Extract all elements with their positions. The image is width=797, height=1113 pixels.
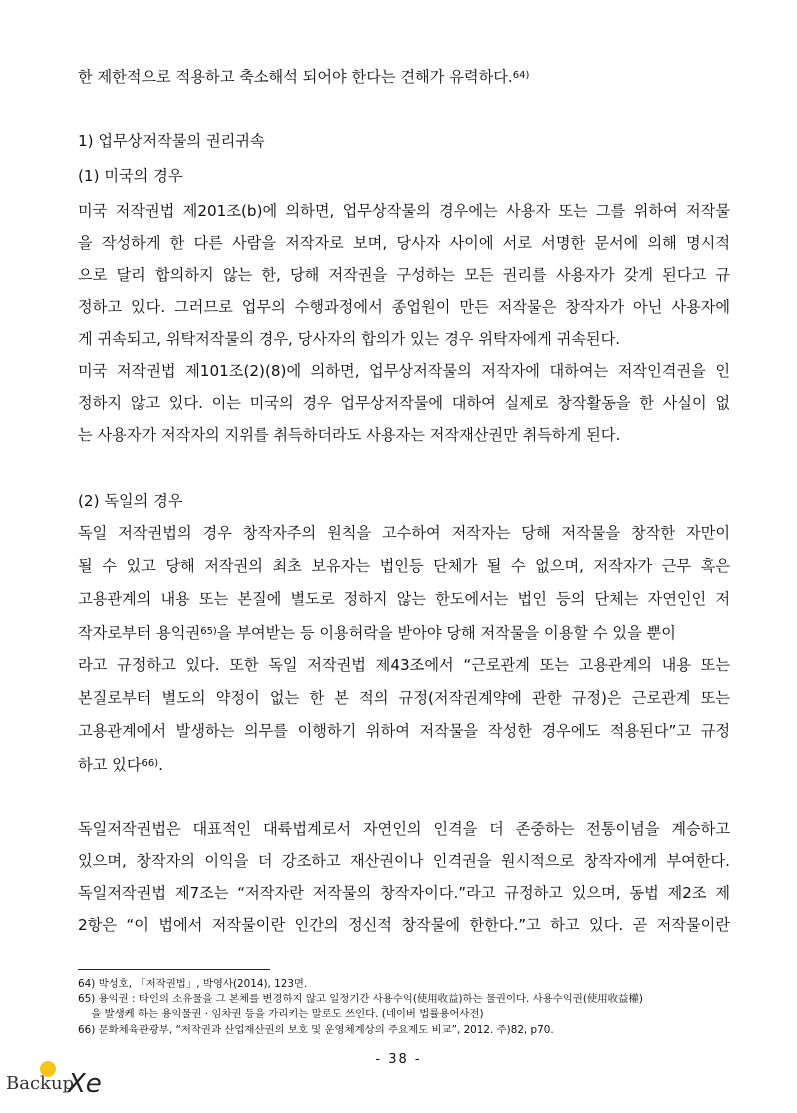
subsection-heading: (2) 독일의 경우 (78, 492, 183, 510)
paragraph-line: 고용관계에서 발생하는 의무를 이행하기 위하여 저작물을 작성한 경우에도 적용된다”고 규정 (78, 722, 730, 740)
paragraph-line: 한 제한적으로 적용하고 축소해석 되어야 한다는 견해가 유력하다.$^{64)}$ (78, 68, 530, 86)
footnote-ref[interactable]: 64) (512, 70, 530, 81)
paragraph-line: 고용관계의 내용 또는 본질에 별도로 정하지 않는 한도에서는 법인 등의 단체는 자연인인 저 (78, 590, 730, 608)
footnote-66: 66) 문화체육관광부, “저작권과 산업재산권의 보호 및 운영체계상의 주요제도 비교”, 2012. 주)82, p70. (78, 1024, 554, 1036)
footnote-ref[interactable]: 66) (141, 758, 159, 769)
paragraph-line: 으로 달리 합의하지 않는 한, 당해 저작권을 구성하는 모든 권리를 사용자가 갖게 된다고 규 (78, 266, 730, 284)
paragraph-line: 작자로부터 용익권$^{65)}$을 부여받는 등 이용허락을 받아야 당해 저작물을 이용할 수 있을 뿐이 (78, 624, 676, 642)
paragraph-line: 는 사용자가 저작자의 지위를 취득하더라도 사용자는 저작재산권만 취득하게 된다. (78, 426, 621, 444)
paragraph-line: 있으며, 창작자의 이익을 더 강조하고 재산권이나 인격권을 원시적으로 창작자에게 부여한다. (78, 852, 730, 870)
paragraph-line: 본질로부터 별도의 약정이 없는 한 본 적의 규정(저작권계약에 관한 규정)은 근로관계 또는 (78, 689, 730, 707)
paragraph-line: 미국 저작권법 제101조(2)(8)에 의하면, 업무상저작물의 저작자에 대하여는 저작인격권을 인 (78, 362, 730, 380)
paragraph-line: 독일저작권법은 대표적인 대륙법계로서 자연인의 인격을 더 존중하는 전통이념을 계승하고 (78, 820, 730, 838)
footnote-divider (78, 969, 270, 970)
paragraph-line: 될 수 있고 당해 저작권의 최초 보유자는 법인등 단체가 될 수 없으며, 저작자가 근무 혹은 (78, 557, 730, 575)
paragraph-line: 정하지 않고 있다. 이는 미국의 경우 업무상저작물에 대하여 실제로 창작활동을 한 사실이 없 (78, 394, 730, 412)
paragraph-line: 정하고 있다. 그러므로 업무의 수행과정에서 종업원이 만든 저작물은 창작자가 아닌 사용자에 (78, 298, 730, 316)
page-number: - 38 - (375, 1052, 422, 1067)
paragraph-line: 2항은 “이 법에서 저작물이란 인간의 정신적 창작물에 한한다.”고 하고 있다. 곧 저작물이란 (78, 916, 730, 934)
logo-text-xe: Xe (68, 1069, 102, 1099)
subsection-heading: (1) 미국의 경우 (78, 167, 183, 185)
footnote-ref[interactable]: 65) (200, 626, 217, 637)
section-heading: 1) 업무상저작물의 권리귀속 (78, 132, 265, 150)
backupxe-watermark-logo (2, 1061, 122, 1109)
footnote-64: 64) 박성호, 「저작권법」, 박영사(2014), 123면. (78, 978, 308, 990)
paragraph-line: 독일 저작권법의 경우 창작자주의 원칙을 고수하여 저작자는 당해 저작물을 창작한 자만이 (78, 524, 730, 542)
logo-text-backup: Backup (6, 1073, 75, 1094)
paragraph-line: 독일저작권법 제7조는 “저작자란 저작물의 창작자이다.”라고 규정하고 있으며, 동법 제2조 제 (78, 884, 730, 902)
paragraph-line: 게 귀속되고, 위탁저작물의 경우, 당사자의 합의가 있는 경우 위탁자에게 귀속된다. (78, 330, 621, 348)
footnote-65-continued: 을 발생케 하는 용익물권 · 임차권 등을 가리키는 말로도 쓰인다. (네이버 법률용어사전) (78, 1008, 484, 1020)
paragraph-line: 을 작성하게 한 다른 사람을 저작자로 보며, 당사자 사이에 서로 서명한 문서에 의해 명시적 (78, 234, 730, 252)
paragraph-line: 라고 규정하고 있다. 또한 독일 저작권법 제43조에서 “근로관계 또는 고용관계의 내용 또는 (78, 656, 730, 674)
footnote-65: 65) 용익권 : 타인의 소유물을 그 본체를 변경하지 않고 일정기간 사용수익(使用收益)하는 물권이다. 사용수익권(使用收益權) (78, 993, 643, 1005)
paragraph-line: 미국 저작권법 제201조(b)에 의하면, 업무상작물의 경우에는 사용자 또는 그를 위하여 저작물 (78, 202, 730, 220)
paragraph-line: 하고 있다$^{66)}$. (78, 756, 163, 774)
